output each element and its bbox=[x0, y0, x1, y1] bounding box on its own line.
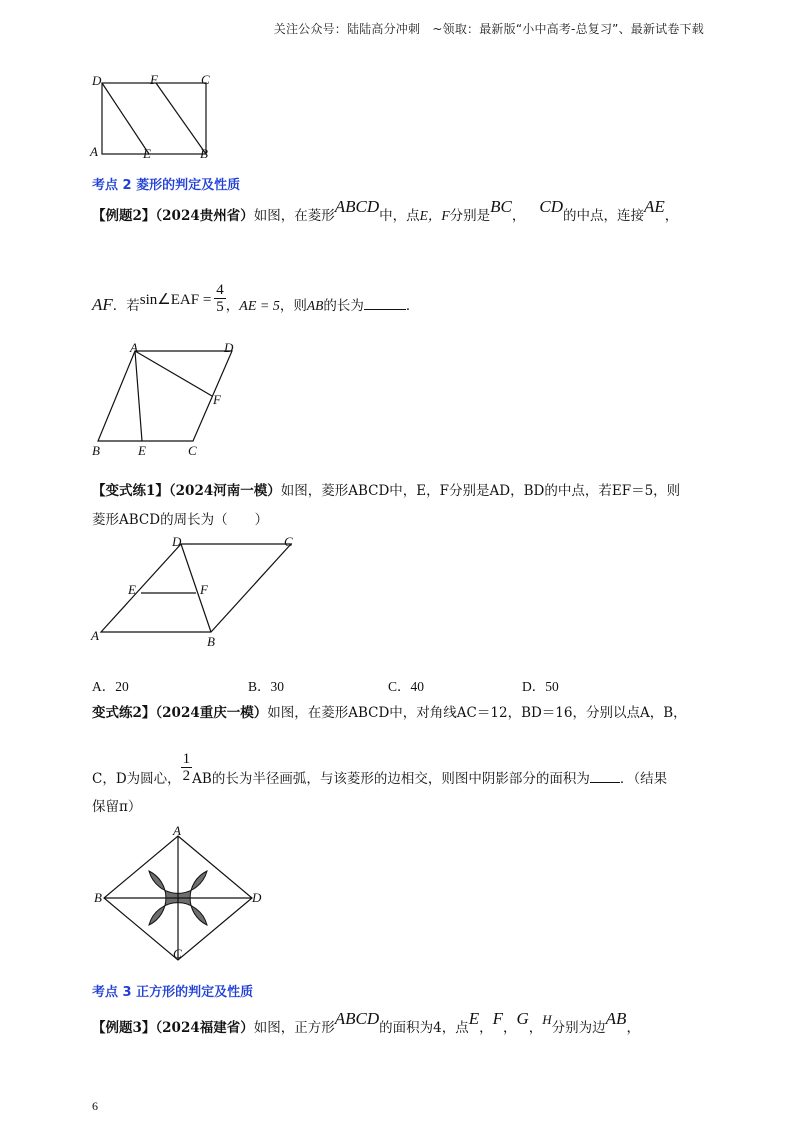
numerator: 1 bbox=[182, 751, 191, 767]
math: E bbox=[468, 1009, 480, 1028]
text: AB的长为半径画弧，与该菱形的边相交，则图中阴影部分的面积为 bbox=[192, 771, 590, 787]
numerator: 4 bbox=[216, 282, 224, 298]
text: C，D为圆心， bbox=[92, 771, 181, 787]
figure-rhombus-ef bbox=[88, 532, 308, 652]
text: ， bbox=[479, 1020, 493, 1036]
label-A: A bbox=[130, 340, 138, 355]
example2-line1 bbox=[92, 197, 679, 226]
label-A: A bbox=[173, 823, 181, 838]
text: ， bbox=[626, 1020, 640, 1036]
label-F: F bbox=[200, 582, 208, 597]
section-title-3: 考点 3 正方形的判定及性质 bbox=[92, 985, 254, 1000]
variant1-line1 bbox=[92, 481, 680, 501]
example-source: （2024贵州省） bbox=[155, 208, 254, 224]
text: ， bbox=[225, 298, 240, 314]
label-D: D bbox=[224, 340, 234, 355]
math: G bbox=[516, 1009, 529, 1028]
variant-tag: 【变式练1】 bbox=[92, 483, 169, 499]
label-E: E bbox=[128, 582, 136, 597]
variant2-line3: 保留π） bbox=[92, 799, 142, 815]
text: 的面积为4，点 bbox=[379, 1020, 469, 1036]
text: ． bbox=[405, 298, 420, 314]
text: 如图，在菱形 bbox=[253, 208, 335, 224]
text: 分别为边 bbox=[551, 1020, 606, 1036]
example3-line1 bbox=[92, 1009, 640, 1038]
math: H bbox=[542, 1012, 552, 1027]
example2-line2 bbox=[92, 282, 420, 323]
text: ， bbox=[664, 208, 679, 224]
choice-b: B．30 bbox=[248, 679, 285, 694]
math: AB bbox=[605, 1009, 627, 1028]
label-D: D bbox=[252, 890, 262, 905]
variant-source: （2024河南一模） bbox=[168, 483, 281, 499]
text: ．（结果 bbox=[619, 771, 668, 787]
math: AF bbox=[92, 295, 113, 314]
label-A: A bbox=[91, 628, 99, 643]
label-C: C bbox=[188, 443, 197, 458]
choice-d: D．50 bbox=[522, 679, 559, 694]
label-E: E bbox=[143, 146, 151, 160]
math: ABCD bbox=[334, 197, 380, 216]
math: BC bbox=[490, 197, 512, 216]
page-header: 关注公众号：陆陆高分冲刺 ~领取：最新版“小中高考-总复习”、最新试卷下载 bbox=[273, 22, 704, 36]
variant-tag: 变式练2】 bbox=[92, 705, 156, 721]
label-F: F bbox=[150, 72, 158, 87]
fraction bbox=[214, 282, 226, 315]
math: E，F bbox=[419, 208, 450, 223]
figure-rectangle bbox=[88, 72, 218, 160]
sin-expression: sin∠EAF = bbox=[139, 292, 212, 308]
text: 如图，菱形ABCD中，E，F分别是AD，BD的中点，若EF＝5，则 bbox=[280, 483, 681, 499]
label-B: B bbox=[92, 443, 100, 458]
figure-rhombus-arcs bbox=[88, 822, 268, 964]
text: ， bbox=[511, 208, 526, 224]
choice-a: A．20 bbox=[92, 679, 129, 694]
example-tag: 【例题2】 bbox=[92, 208, 156, 224]
label-D: D bbox=[92, 73, 102, 88]
label-C: C bbox=[173, 946, 182, 961]
example-source: （2024福建省） bbox=[155, 1020, 254, 1036]
label-F: F bbox=[213, 392, 221, 407]
text: ， bbox=[503, 1020, 517, 1036]
denominator: 2 bbox=[182, 768, 191, 784]
text: ， bbox=[528, 1020, 543, 1036]
fraction bbox=[181, 751, 193, 784]
variant1-line2: 菱形ABCD的周长为（ ） bbox=[92, 512, 269, 528]
label-C: C bbox=[284, 534, 293, 549]
math: CD bbox=[539, 197, 563, 216]
variant2-line2 bbox=[92, 751, 668, 796]
text: 如图，正方形 bbox=[253, 1020, 335, 1036]
math: AE bbox=[643, 197, 665, 216]
text: 分别是 bbox=[449, 208, 491, 224]
text: 的长为 bbox=[323, 298, 364, 314]
label-C: C bbox=[201, 72, 210, 87]
label-A: A bbox=[90, 144, 98, 159]
example-tag: 【例题3】 bbox=[92, 1020, 156, 1036]
text: 中，点 bbox=[379, 208, 420, 224]
text: 如图，在菱形ABCD中，对角线AC＝12，BD＝16，分别以点A，B， bbox=[267, 705, 687, 721]
answer-blank bbox=[364, 297, 406, 310]
variant-source: （2024重庆一模） bbox=[155, 705, 268, 721]
variant2-line1 bbox=[92, 703, 687, 723]
page-number: 6 bbox=[92, 1099, 98, 1113]
label-D: D bbox=[172, 534, 182, 549]
label-E: E bbox=[138, 443, 146, 458]
math: AB bbox=[306, 298, 324, 313]
math: F bbox=[492, 1009, 503, 1028]
text: ，则 bbox=[279, 298, 307, 314]
math: ABCD bbox=[334, 1009, 380, 1028]
choice-c: C．40 bbox=[388, 679, 425, 694]
section-title-2: 考点 2 菱形的判定及性质 bbox=[92, 178, 241, 193]
denominator: 5 bbox=[216, 299, 224, 315]
text: ．若 bbox=[112, 298, 140, 314]
math: AE = 5 bbox=[239, 299, 280, 314]
label-B: B bbox=[207, 634, 215, 649]
text: 的中点，连接 bbox=[562, 208, 644, 224]
answer-blank bbox=[590, 770, 620, 783]
label-B: B bbox=[94, 890, 102, 905]
label-B: B bbox=[200, 146, 208, 160]
figure-rhombus-aef bbox=[88, 340, 248, 460]
